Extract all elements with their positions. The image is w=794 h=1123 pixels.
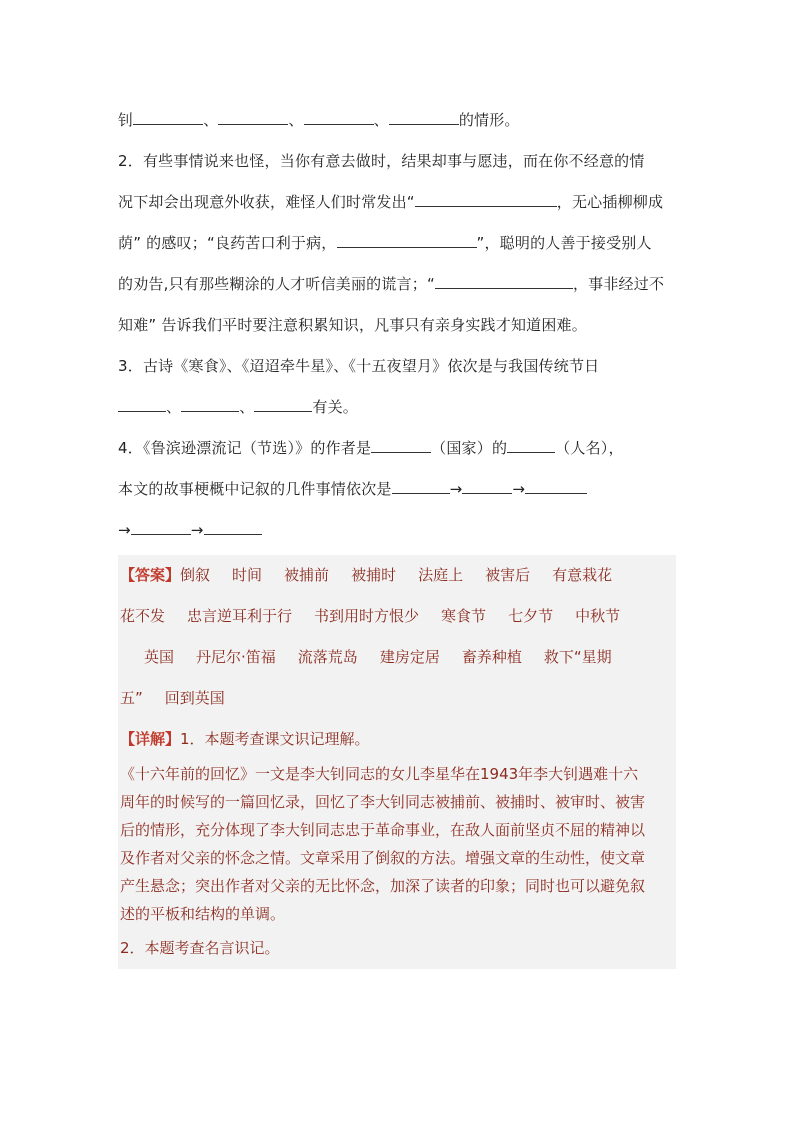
q4-text: （国家）的 [431,439,508,457]
q2-line-3 [118,223,678,264]
blank[interactable] [131,520,191,535]
q2-text: ”，聪明的人善于接受别人 [476,234,652,252]
blank[interactable] [462,479,512,494]
q4-line-3 [118,510,678,551]
answer-item: 丹尼尔·笛福 [196,648,276,666]
q2-text: ，无心插柳柳成 [556,193,664,211]
answer-item: 建房定居 [379,648,440,666]
answer-item: 时间 [232,566,263,584]
q2-text: 的劝告,只有那些糊涂的人才听信美丽的谎言；“ [118,275,435,293]
blank[interactable] [254,397,312,412]
answer-item: 书到用时方恨少 [314,607,420,625]
answer-row-3 [118,637,676,678]
blank[interactable] [507,438,555,453]
detail-heading [118,719,676,760]
q2-text: ，事非经过不 [572,275,665,293]
detail-head-text: 1．本题考查课文识记理解。 [180,730,370,748]
separator: 、 [203,111,219,129]
q2-text: 况下却会出现意外收获，难怪人们时常发出“ [118,193,415,211]
detail-line: 产生悬念；突出作者对父亲的无比怀念，加深了读者的印象；同时也可以避免叙 [120,877,646,895]
q4-line-2 [118,469,678,510]
answer-item: 回到英国 [164,689,225,707]
detail-line: 《十六年前的回忆》一文是李大钊同志的女儿李星华在1943年李大钊遇难十六 [120,765,639,783]
q4-text: 4．《鲁滨逊漂流记（节选）》的作者是 [118,439,372,457]
blank[interactable] [415,192,557,207]
q3-line-1: 3．古诗《寒食》、《迢迢牵牛星》、《十五夜望月》依次是与我国传统节日 [118,357,600,375]
q2-line-4 [118,264,678,305]
q4-line-1 [118,428,678,469]
blank[interactable] [181,397,239,412]
q1-prefix: 钊 [118,111,134,129]
q2-line-2 [118,182,678,223]
blank[interactable] [525,479,587,494]
q1-tail-line [118,100,678,141]
q4-text: 本文的故事梗概中记叙的几件事情依次是 [118,480,392,498]
answer-item: 被捕时 [351,566,397,584]
answer-item: 流落荒岛 [297,648,358,666]
blank[interactable] [133,110,203,125]
detail-q2-heading: 2．本题考查名言识记。 [120,939,280,957]
blank[interactable] [371,438,431,453]
separator: 、 [239,398,255,416]
detail-line: 述的平板和结构的单调。 [120,905,286,923]
detail-line: 后的情形，充分体现了李大钊同志忠于革命事业，在敌人面前坚贞不屈的精神以 [120,821,646,839]
answer-item: 花不发 [120,607,166,625]
detail-line: 周年的时候写的一篇回忆录，回忆了李大钊同志被捕前、被捕时、被审时、被害 [120,793,646,811]
answer-item: 七夕节 [508,607,554,625]
blank[interactable] [218,110,288,125]
answer-item: 五” [120,689,143,707]
answer-item: 倒叙 [180,566,211,584]
q2-line-5: 知难” 告诉我们平时要注意积累知识，凡事只有亲身实践才知道困难。 [118,316,587,334]
answer-item: 救下“星期 [543,648,612,666]
q2-text: 荫” 的感叹；“良药苦口利于病， [118,234,337,252]
arrow: → [118,521,131,539]
blank[interactable] [204,520,262,535]
answer-item: 畜养种植 [461,648,522,666]
blank[interactable] [337,233,477,248]
answer-item: 中秋节 [575,607,621,625]
answer-block [118,555,676,969]
answer-item: 被捕前 [284,566,330,584]
detail-line: 及作者对父亲的怀念之情。文章采用了倒叙的方法。增强文章的生动性，使文章 [120,849,646,867]
q1-suffix: 的情形。 [458,111,520,129]
separator: 、 [373,111,389,129]
blank[interactable] [118,397,166,412]
separator: 、 [166,398,182,416]
answer-item: 法庭上 [418,566,464,584]
separator: 、 [288,111,304,129]
answer-item: 被害后 [485,566,531,584]
answer-item: 有意栽花 [552,566,613,584]
arrow: → [449,480,463,498]
answer-item: 寒食节 [441,607,487,625]
q3-line-2 [118,387,678,428]
q4-text: （人名）， [555,439,624,457]
q3-suffix: 有关。 [312,398,359,416]
answer-row-1 [118,555,676,596]
blank[interactable] [389,110,459,125]
blank[interactable] [304,110,374,125]
q2-line-1: 2．有些事情说来也怪，当你有意去做时，结果却事与愿违，而在你不经意的情 [118,152,645,170]
arrow: → [190,521,204,539]
arrow: → [512,480,526,498]
content-area [118,100,678,969]
blank[interactable] [435,274,573,289]
answer-item: 英国 [144,648,175,666]
blank[interactable] [392,479,450,494]
answer-item: 忠言逆耳利于行 [187,607,293,625]
answer-row-2 [118,596,676,637]
answer-tag: 【答案】 [120,566,181,584]
answer-row-4 [118,678,676,719]
detail-tag: 【详解】 [120,730,181,748]
